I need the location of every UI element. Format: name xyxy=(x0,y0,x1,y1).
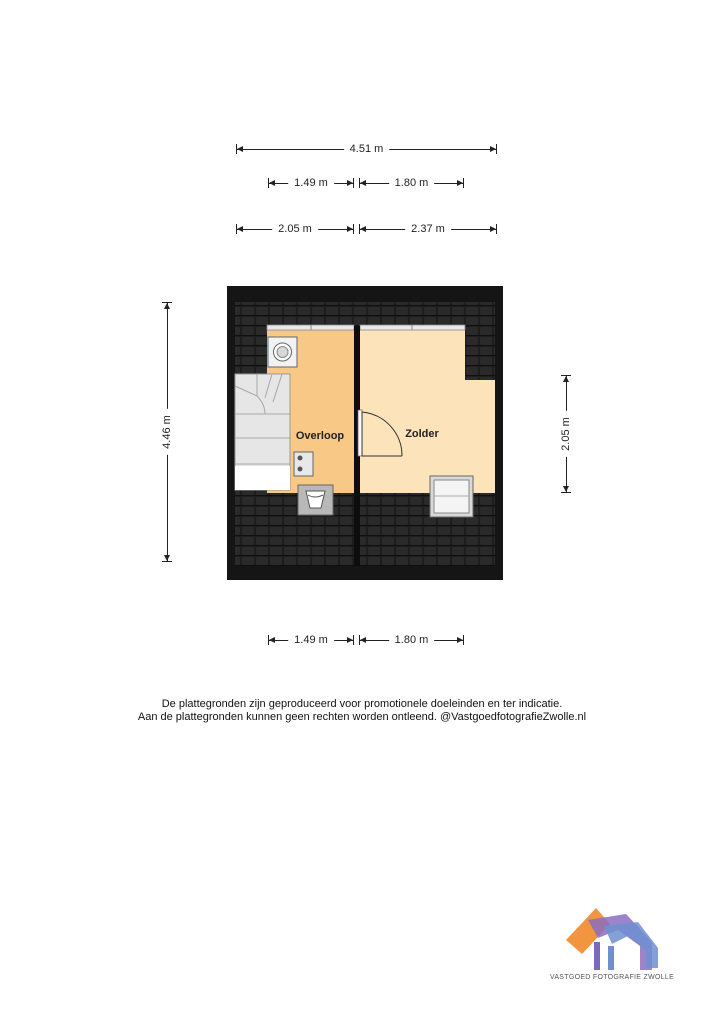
logo-house-icon xyxy=(548,902,676,974)
dimension-label: 1.80 m xyxy=(389,177,435,189)
room-label-overloop: Overloop xyxy=(295,430,345,442)
roof-windows xyxy=(267,325,465,330)
dimension-label: 1.49 m xyxy=(288,177,334,189)
dimension-bottom-right xyxy=(359,634,464,646)
logo-text: VASTGOED FOTOGRAFIE ZWOLLE xyxy=(549,974,675,981)
dimension-label: 4.51 m xyxy=(344,143,390,155)
brand-logo xyxy=(548,902,676,992)
disclaimer-line-2: Aan de plattegronden kunnen geen rechten worden ontleend. @VastgoedfotografieZwolle.nl xyxy=(137,711,587,723)
dimension-right-height xyxy=(560,375,572,493)
dimension-bottom-left xyxy=(268,634,354,646)
dimension-top-left-1 xyxy=(268,177,354,189)
dimension-top-total xyxy=(236,143,497,155)
dimension-label: 1.80 m xyxy=(389,634,435,646)
dimension-left-height xyxy=(161,302,173,562)
dimension-label: 2.05 m xyxy=(560,411,572,457)
skylight xyxy=(430,476,473,517)
dimension-label: 1.49 m xyxy=(288,634,334,646)
cooktop xyxy=(294,452,313,476)
room-label-zolder: Zolder xyxy=(405,428,439,440)
dimension-label: 2.05 m xyxy=(272,223,318,235)
dimension-top-right-2 xyxy=(359,223,497,235)
disclaimer-line-1: De plattegronden zijn geproduceerd voor promotionele doeleinden en ter indicatie. xyxy=(161,698,563,710)
stairs xyxy=(235,374,290,490)
dimension-label: 2.37 m xyxy=(405,223,451,235)
laundry-basin xyxy=(298,485,333,515)
floor-plan xyxy=(227,286,503,580)
dimension-top-right-1 xyxy=(359,177,464,189)
dimension-label: 4.46 m xyxy=(161,409,173,455)
washing-machine xyxy=(268,337,297,367)
dimension-top-left-2 xyxy=(236,223,354,235)
